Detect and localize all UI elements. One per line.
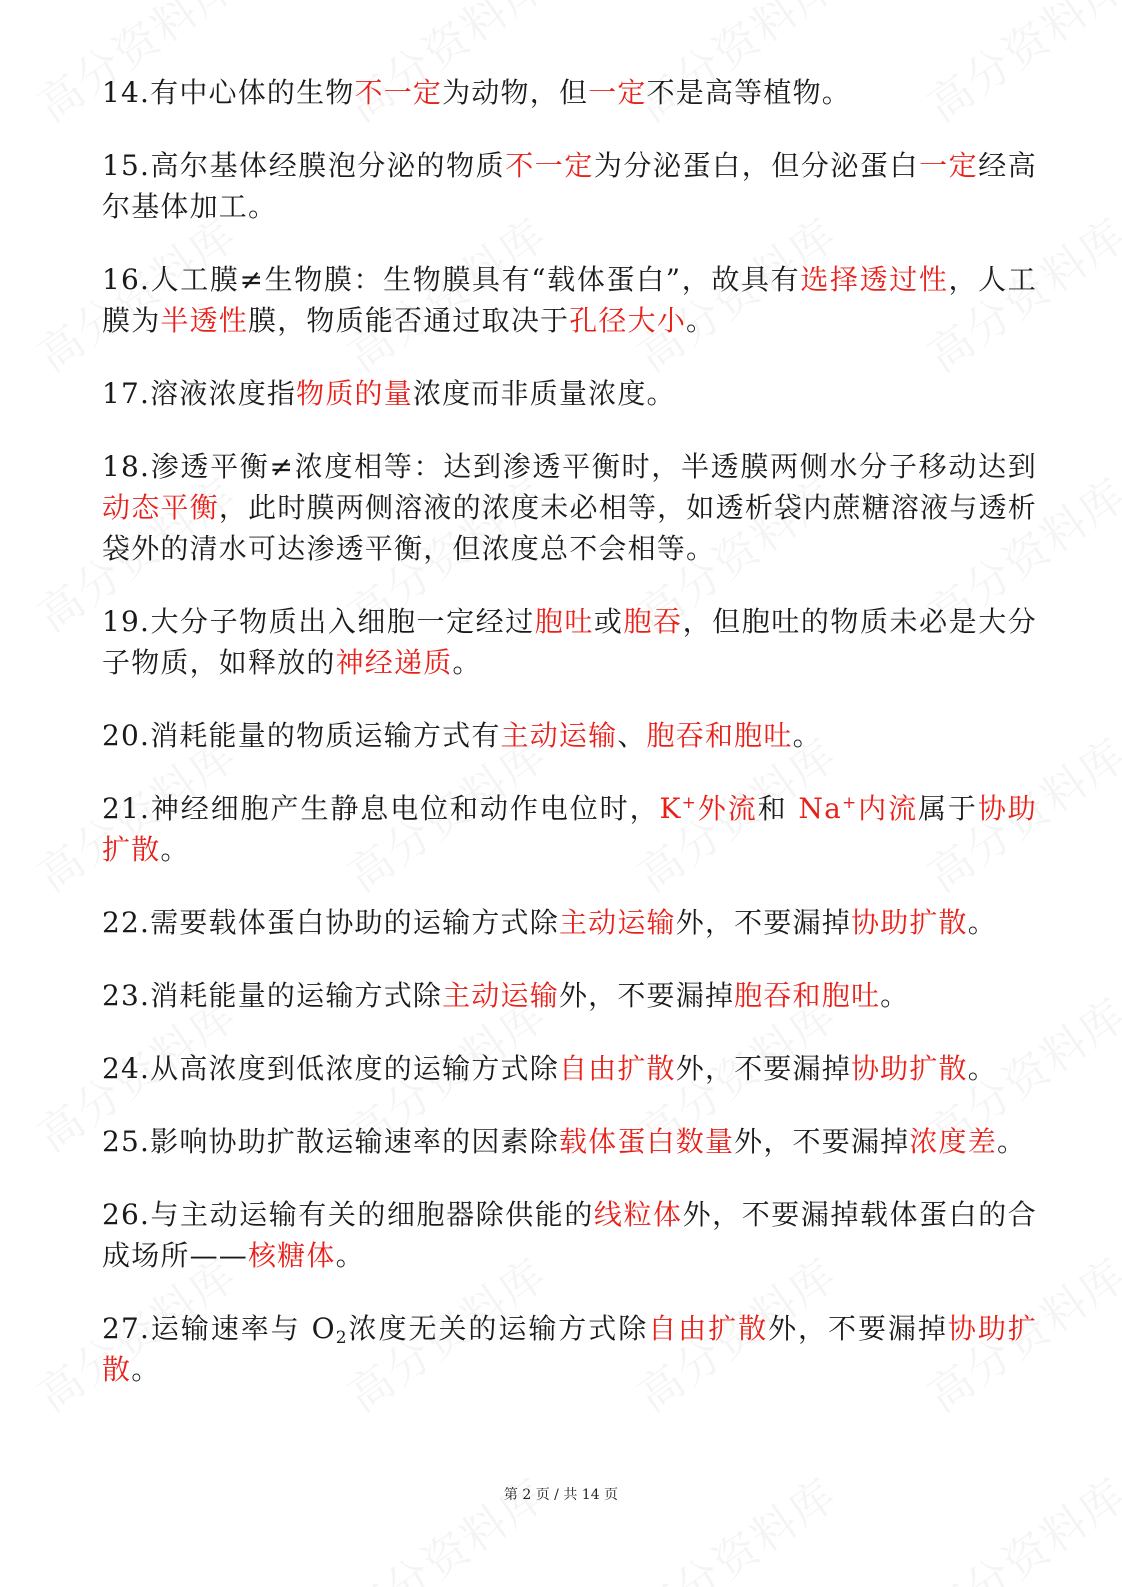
- body-text: 外，不要漏掉: [768, 1312, 948, 1345]
- body-text: 不是高等植物。: [646, 76, 851, 109]
- body-text: 20.消耗能量的物质运输方式有: [102, 719, 501, 752]
- highlighted-text: 外流: [697, 792, 758, 825]
- highlighted-text: 自由扩散: [648, 1312, 769, 1345]
- body-text: 。: [686, 304, 716, 337]
- body-text: 。: [792, 719, 822, 752]
- body-text: 。: [452, 646, 482, 679]
- highlighted-text: 一定: [919, 149, 979, 182]
- body-text: 经高尔基体加工。: [102, 149, 1037, 223]
- body-text: 膜，物质能否通过取决于: [248, 304, 570, 337]
- list-item-26: [102, 1194, 1037, 1276]
- highlighted-text: 核糖体: [248, 1239, 336, 1272]
- body-text: 为动物，但: [442, 76, 589, 109]
- body-text: 19.大分子物质出入细胞一定经过: [102, 605, 535, 638]
- body-text: ，但胞吐的物质未必是大分子物质，如释放的: [102, 605, 1037, 679]
- highlighted-text: 主动运输: [500, 719, 618, 752]
- body-text: 外，不要漏掉: [734, 1125, 910, 1158]
- body-text: 。: [131, 1353, 161, 1386]
- list-item-22: [102, 902, 1037, 943]
- highlighted-text: 动态平衡: [102, 491, 219, 524]
- highlighted-text: 半透性: [160, 304, 249, 337]
- highlighted-text: 协助扩散: [102, 1312, 1037, 1386]
- body-text: 17.溶液浓度指: [102, 377, 297, 410]
- body-text: 外，不要漏掉: [675, 1052, 851, 1085]
- highlighted-text: 主动运输: [442, 979, 559, 1012]
- highlighted-text: 不一定: [354, 76, 443, 109]
- highlighted-text: +: [841, 793, 858, 813]
- body-text: 浓度而非质量浓度。: [412, 377, 676, 410]
- page-number: 第 2 页 / 共 14 页: [503, 1487, 619, 1503]
- body-text: 27.运输速率与 O: [102, 1312, 336, 1345]
- watermark-text: [332, 1460, 557, 1587]
- body-text: 属于: [918, 792, 978, 825]
- list-item-18: [102, 446, 1037, 569]
- highlighted-text: 载体蛋白数量: [558, 1125, 735, 1158]
- body-text: ，此时膜两侧溶液的浓度未必相等，如透析袋内蔗糖溶液与透析袋外的清水可达渗透平衡，但浓度总不会相等。: [102, 491, 1037, 565]
- list-item-25: [102, 1121, 1037, 1162]
- body-text: 2: [335, 1328, 348, 1348]
- body-text: ，人工膜为: [102, 263, 1037, 337]
- body-text: 外，不要漏掉载体蛋白的合成场所——: [102, 1198, 1037, 1272]
- highlighted-text: 自由扩散: [558, 1052, 676, 1085]
- watermark-text: [912, 1460, 1122, 1587]
- body-text: 。: [967, 1052, 997, 1085]
- body-text: 23.消耗能量的运输方式除: [102, 979, 443, 1012]
- body-text: 。: [335, 1239, 365, 1272]
- body-text: 16.人工膜≠生物膜：生物膜具有“载体蛋白”，故具有: [102, 263, 801, 296]
- body-text: 21.神经细胞产生静息电位和动作电位时，: [102, 792, 660, 825]
- highlighted-text: 不一定: [505, 149, 594, 182]
- highlighted-text: 浓度差: [909, 1125, 997, 1158]
- list-item-14: [102, 72, 1037, 113]
- body-text: 25.影响协助扩散运输速率的因素除: [102, 1125, 559, 1158]
- body-text: 外，不要漏掉: [675, 906, 851, 939]
- body-text: 18.渗透平衡≠浓度相等：达到渗透平衡时，半透膜两侧水分子移动达到: [102, 450, 1037, 483]
- highlighted-text: 协助扩散: [102, 792, 1037, 866]
- highlighted-text: Na: [798, 792, 842, 825]
- list-item-15: [102, 145, 1037, 227]
- highlighted-text: 选择透过性: [800, 263, 949, 296]
- body-text: 26.与主动运输有关的细胞器除供能的: [102, 1198, 594, 1231]
- highlighted-text: +: [681, 793, 698, 813]
- highlighted-text: 内流: [857, 792, 918, 825]
- list-item-21: [102, 788, 1037, 870]
- body-text: 。: [160, 833, 190, 866]
- list-item-17: [102, 373, 1037, 414]
- list-item-16: [102, 259, 1037, 341]
- highlighted-text: 一定: [588, 76, 647, 109]
- body-text: 和: [757, 792, 799, 825]
- body-text: 。: [967, 906, 997, 939]
- list-item-23: [102, 975, 1037, 1016]
- body-text: 15.高尔基体经膜泡分泌的物质: [102, 149, 506, 182]
- highlighted-text: 协助扩散: [850, 906, 968, 939]
- highlighted-text: 胞吞和胞吐: [734, 979, 881, 1012]
- highlighted-text: 物质的量: [296, 377, 413, 410]
- highlighted-text: 孔径大小: [569, 304, 687, 337]
- body-text: 为分泌蛋白，但分泌蛋白: [593, 149, 920, 182]
- body-text: 24.从高浓度到低浓度的运输方式除: [102, 1052, 559, 1085]
- body-text: 、: [617, 719, 647, 752]
- list-item-20: [102, 715, 1037, 756]
- body-text: 14.有中心体的生物: [102, 76, 355, 109]
- body-text: 22.需要载体蛋白协助的运输方式除: [102, 906, 559, 939]
- document-body: [102, 72, 1037, 1422]
- body-text: 。: [880, 979, 910, 1012]
- list-item-19: [102, 601, 1037, 683]
- highlighted-text: 协助扩散: [850, 1052, 968, 1085]
- highlighted-text: 线粒体: [593, 1198, 683, 1231]
- body-text: 。: [996, 1125, 1027, 1158]
- highlighted-text: 主动运输: [558, 906, 676, 939]
- highlighted-text: 胞吐: [534, 605, 594, 638]
- list-item-27: [102, 1308, 1037, 1390]
- body-text: 或: [593, 605, 624, 638]
- highlighted-text: K: [659, 792, 682, 825]
- body-text: 浓度无关的运输方式除: [347, 1312, 649, 1345]
- body-text: 外，不要漏掉: [558, 979, 735, 1012]
- list-item-24: [102, 1048, 1037, 1089]
- watermark-text: [622, 1460, 847, 1587]
- highlighted-text: 神经递质: [335, 646, 453, 679]
- highlighted-text: 胞吞: [623, 605, 683, 638]
- highlighted-text: 胞吞和胞吐: [646, 719, 793, 752]
